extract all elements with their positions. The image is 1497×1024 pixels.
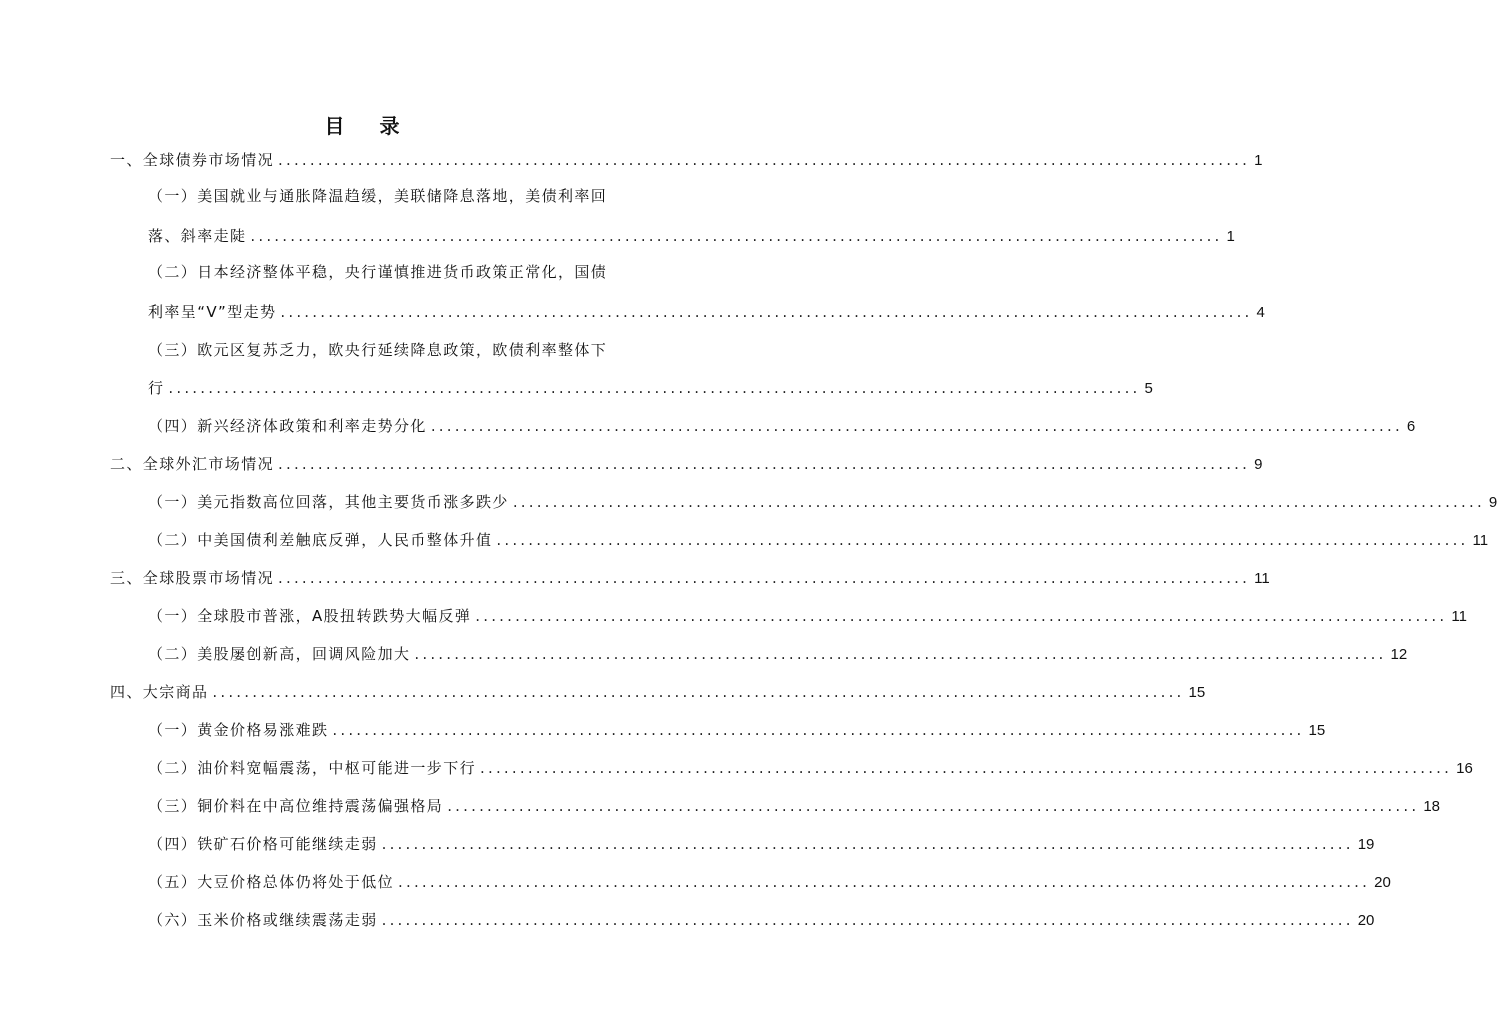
toc-entry-4-3[interactable] [148, 796, 1440, 817]
toc-page-number: 9 [1488, 494, 1497, 511]
toc-entry-text: 三、全球股票市场情况 [110, 569, 275, 587]
toc-leader-dots: .......................................................................................................................... [475, 607, 1448, 625]
toc-page-number: 19 [1357, 836, 1375, 853]
toc-page-number: 1 [1226, 228, 1235, 245]
toc-page-number: 11 [1451, 608, 1467, 625]
toc-entry-4-1[interactable] [148, 720, 1326, 741]
toc-entry-4-6[interactable] [148, 910, 1375, 931]
toc-page-number: 6 [1406, 418, 1416, 435]
toc-page-number: 12 [1390, 646, 1408, 663]
toc-entry-text: （四）铁矿石价格可能继续走弱 [148, 835, 378, 853]
toc-leader-dots: .......................................................................................................................... [332, 721, 1305, 739]
toc-entry-text: 二、全球外汇市场情况 [110, 455, 275, 473]
toc-entry-2-1[interactable] [148, 492, 1497, 513]
toc-entry-text: （二）中美国债利差触底反弹，人民币整体升值 [148, 531, 493, 549]
toc-leader-dots: .......................................................................................................................... [447, 797, 1420, 815]
toc-entry-text: （一）全球股市普涨，A股扭转跌势大幅反弹 [148, 607, 472, 625]
toc-page-number: 20 [1374, 874, 1391, 891]
toc-entry-text: （二）美股屡创新高，回调风险加大 [148, 645, 411, 663]
toc-entry-1-4[interactable] [148, 416, 1416, 437]
toc-page-number: 18 [1423, 798, 1440, 815]
toc-entry-text: 落、斜率走陡 [148, 227, 247, 245]
toc-entry-2-2[interactable] [148, 530, 1489, 551]
toc-leader-dots: .......................................................................................................................... [480, 759, 1453, 777]
toc-leader-dots: .......................................................................................................................... [512, 493, 1485, 511]
toc-leader-dots: .......................................................................................................................... [381, 835, 1354, 853]
toc-entry-text: （四）新兴经济体政策和利率走势分化 [148, 417, 427, 435]
toc-entry-3-1[interactable] [148, 606, 1467, 627]
toc-entry-text: 行 [148, 379, 165, 397]
toc-entry-text: 四、大宗商品 [110, 683, 209, 701]
toc-entry-1-1[interactable] [148, 226, 1235, 247]
toc-leader-dots: .......................................................................................................................... [278, 455, 1251, 473]
toc-leader-dots: .......................................................................................................................... [398, 873, 1371, 891]
toc-page-number: 1 [1254, 152, 1263, 169]
toc-entry-section-4[interactable] [110, 682, 1206, 703]
toc-title: 目 录 [324, 114, 414, 138]
toc-leader-dots: .......................................................................................................................... [250, 227, 1223, 245]
toc-page-number: 15 [1308, 722, 1326, 739]
toc-entry-3-2[interactable] [148, 644, 1408, 665]
toc-entry-4-2[interactable] [148, 758, 1473, 779]
toc-leader-dots: .......................................................................................................................... [381, 911, 1354, 929]
toc-entry-section-1[interactable] [110, 150, 1263, 171]
toc-entry-text: （二）油价料宽幅震荡，中枢可能进一步下行 [148, 759, 477, 777]
toc-page-number: 4 [1256, 304, 1265, 321]
toc-page-number: 16 [1456, 760, 1473, 777]
toc-leader-dots: .......................................................................................................................... [496, 531, 1469, 549]
toc-leader-dots: .......................................................................................................................... [168, 379, 1141, 397]
toc-entry-1-1-line1[interactable]: （一）美国就业与通胀降温趋缓，美联储降息落地，美债利率回 [148, 187, 608, 205]
toc-entry-4-5[interactable] [148, 872, 1391, 893]
toc-entry-4-4[interactable] [148, 834, 1375, 855]
toc-page-number: 11 [1472, 532, 1489, 549]
toc-entry-section-3[interactable] [110, 568, 1270, 589]
toc-leader-dots: .......................................................................................................................... [278, 151, 1251, 169]
toc-entry-section-2[interactable] [110, 454, 1263, 475]
toc-entry-text: 利率呈“V”型走势 [148, 303, 277, 321]
toc-leader-dots: .......................................................................................................................... [430, 417, 1403, 435]
toc-leader-dots: .......................................................................................................................... [212, 683, 1185, 701]
toc-entry-1-2-line1[interactable]: （二）日本经济整体平稳，央行谨慎推进货币政策正常化，国债 [148, 263, 608, 281]
toc-entry-text: （一）美元指数高位回落，其他主要货币涨多跌少 [148, 493, 509, 511]
toc-page-number: 20 [1357, 912, 1375, 929]
toc-page-number: 5 [1144, 380, 1153, 397]
toc-page-number: 9 [1254, 456, 1263, 473]
toc-page-number: 11 [1254, 570, 1270, 587]
toc-entry-text: 一、全球债券市场情况 [110, 151, 275, 169]
toc-entry-1-2[interactable] [148, 302, 1265, 323]
toc-leader-dots: .......................................................................................................................... [278, 569, 1251, 587]
toc-leader-dots: .......................................................................................................................... [414, 645, 1387, 663]
toc-entry-1-3[interactable] [148, 378, 1153, 399]
toc-leader-dots: .......................................................................................................................... [280, 303, 1253, 321]
toc-entry-text: （三）铜价料在中高位维持震荡偏强格局 [148, 797, 444, 815]
toc-entry-text: （一）黄金价格易涨难跌 [148, 721, 329, 739]
toc-entry-text: （六）玉米价格或继续震荡走弱 [148, 911, 378, 929]
toc-entry-1-3-line1[interactable]: （三）欧元区复苏乏力，欧央行延续降息政策，欧债利率整体下 [148, 341, 608, 359]
toc-page-number: 15 [1188, 684, 1206, 701]
toc-entry-text: （五）大豆价格总体仍将处于低位 [148, 873, 395, 891]
